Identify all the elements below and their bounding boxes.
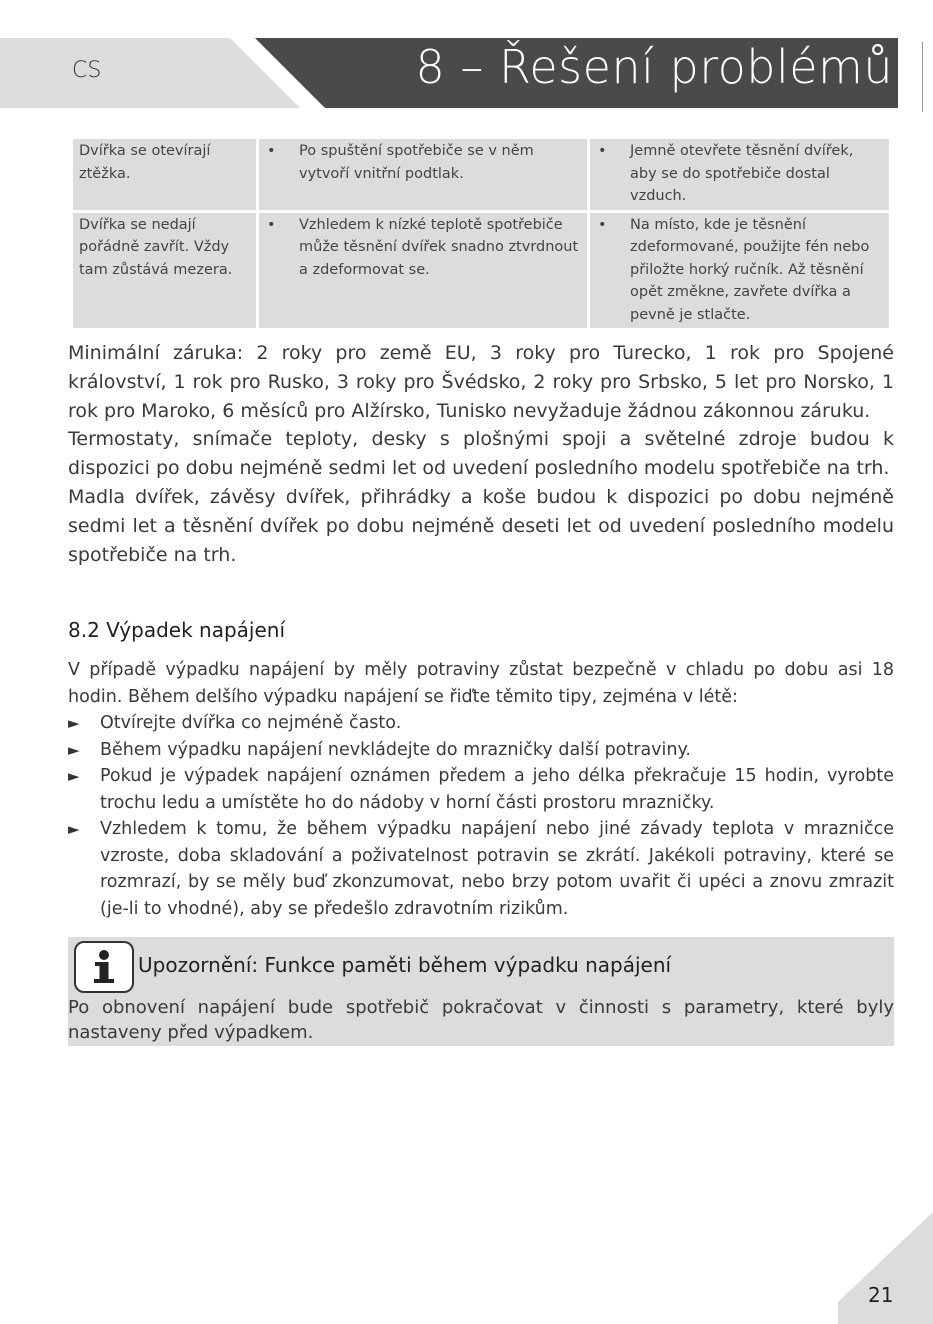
solution-text: Na místo, kde je těsnění zdeformované, použijte fén nebo přiložte horký ručník. Až těsnění opět změkne, zavřete dvířka a pevně je stlačte. [630,216,870,323]
bullet: • [598,216,607,233]
page-number: 21 [868,1283,894,1307]
troubleshooting-table [70,136,892,331]
list-item [68,816,894,922]
problem-cell: Dvířka se nedají pořádně zavřít. Vždy tam zůstává mezera. [72,211,258,330]
note-body: Po obnovení napájení bude spotřebič pokračovat v činnosti s parametry, které byly nastaveny před výpadkem. [68,997,894,1043]
table-row [72,211,891,330]
paragraph-parts-electrical: Termostaty, snímače teploty, desky s plošnými spoji a světelné zdroje budou k dispozici po dobu nejméně sedmi let od uvedení posledního modelu spotřebiče na trh. [68,428,894,480]
cause-text: Po spuštění spotřebiče se v něm vytvoří vnitřní podtlak. [299,143,534,182]
language-code: CS [72,58,102,83]
list-item-text: Během výpadku napájení nevkládejte do mrazničky další potraviny. [100,739,691,760]
arrow-bullet-icon: ► [68,767,80,785]
solution-cell [589,138,891,212]
cause-cell [258,211,589,330]
bullet: • [267,143,276,159]
arrow-bullet-icon: ► [68,820,80,838]
table-row [72,138,891,212]
list-item-text: Otvírejte dvířka co nejméně často. [100,713,402,733]
paragraph-parts-doors: Madla dvířek, závěsy dvířek, přihrádky a koše budou k dispozici po dobu nejméně sedmi let a těsnění dvířek po dobu nejméně deseti let od uvedení posledního modelu spotřebiče na trh. [68,485,894,566]
bullet: • [598,143,607,159]
list-item [68,710,894,737]
list-item-text: Pokud je výpadek napájení oznámen předem a jeho délka překračuje 15 hodin, vyrobte trochu ledu a umístěte ho do nádoby v horní části prostoru mrazničky. [100,766,894,813]
note-box [68,937,894,1046]
paragraph-warranty: Minimální záruka: 2 roky pro země EU, 3 roky pro Turecko, 1 rok pro Spojené království, 1 rok pro Rusko, 3 roky pro Švédsko, 2 roky pro Srbsko, 5 let pro Norsko, 1 rok pro Maroko, 6 měsíců pro Alžírsko, Tunisko nevyžaduje žádnou zákonnou záruku. [68,342,894,422]
cause-text: Vzhledem k nízké teplotě spotřebiče může těsnění dvířek snadno ztvrdnout a zdeformovat se. [299,216,579,278]
solution-text: Jemně otevřete těsnění dvířek, aby se do spotřebiče dostal vzduch. [630,143,854,204]
header-tab-lang [0,38,300,108]
warranty-section [68,339,894,569]
edge-mark [922,42,923,112]
list-item [68,763,894,816]
section-heading: 8.2 Výpadek napájení [68,618,286,642]
cause-cell [258,138,589,212]
note-title: Upozornění: Funkce paměti během výpadku napájení [138,953,672,977]
bullet: • [267,216,276,233]
arrow-bullet-icon: ► [68,740,80,759]
page-corner [838,1212,933,1324]
list-item [68,737,894,764]
power-outage-section [68,657,894,922]
page-title: 8 – Řešení problémů [415,40,893,94]
solution-cell [589,211,891,330]
section-intro: V případě výpadku napájení by měly potraviny zůstat bezpečně v chladu po dobu asi 18 hodin. Během delšího výpadku napájení se řiďte těmito tipy, zejména v létě: [68,660,894,707]
info-icon [74,941,134,993]
arrow-bullet-icon: ► [68,714,80,732]
problem-cell: Dvířka se otevírají ztěžka. [72,138,258,212]
list-item-text: Vzhledem k tomu, že během výpadku napájení nebo jiné závady teplota v mrazničce vzroste, doba skladování a poživatelnost potravin se zkrátí. Jakékoli potraviny, které se rozmrazí, by se měly buď zkonzumovat, nebo brzy potom uvařit či upéci a znovu zmrazit (je-li to vhodné), aby se předešlo zdravotním rizikům. [100,819,894,919]
